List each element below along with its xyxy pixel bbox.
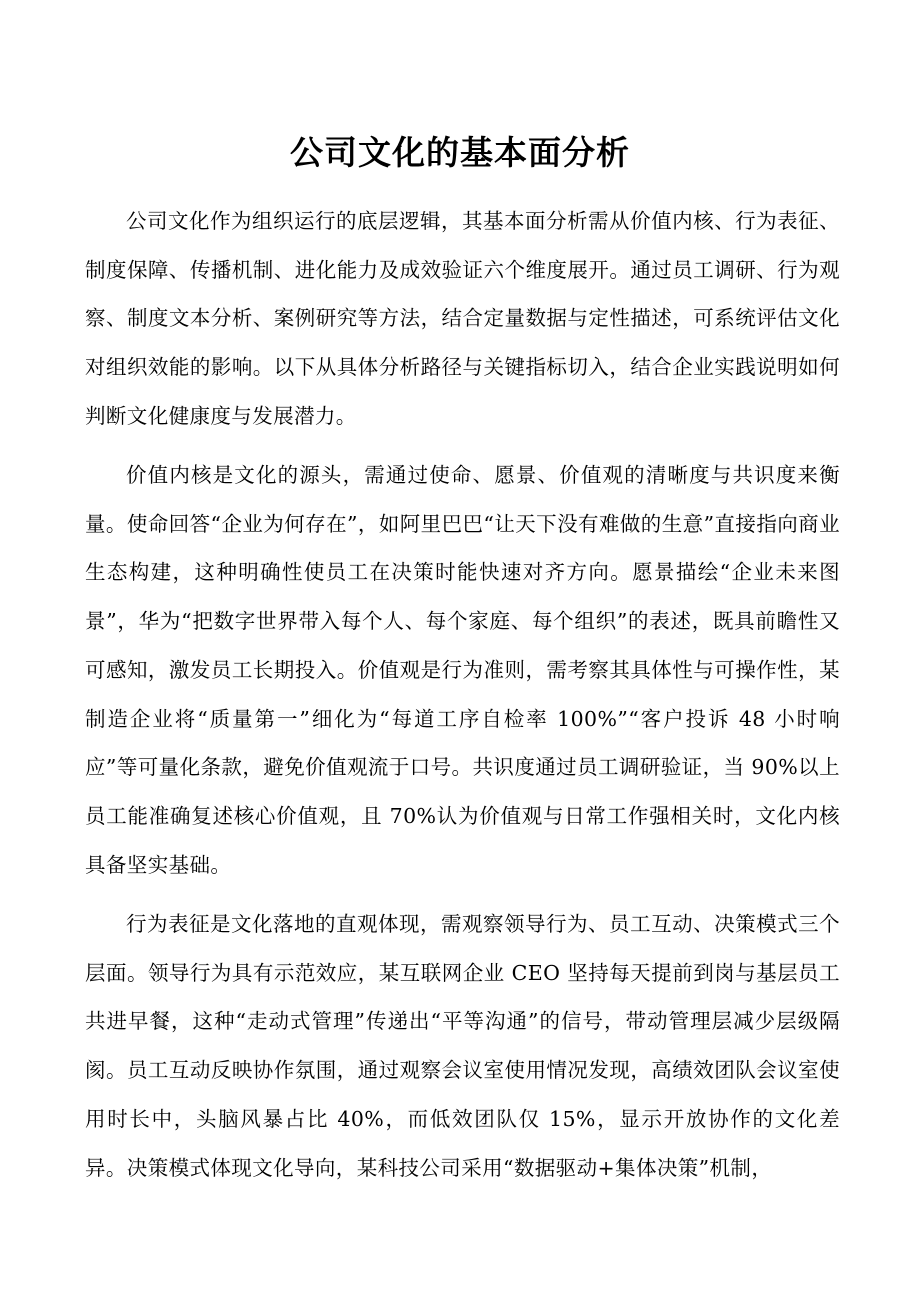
document-title: 公司文化的基本面分析 — [290, 133, 630, 172]
paragraph-intro: 公司文化作为组织运行的底层逻辑，其基本面分析需从价值内核、行为表征、制度保障、传播机制、进化能力及成效验证六个维度展开。通过员工调研、行为观察、制度文本分析、案例研究等方法，结合定量数据与定性描述，可系统评估文化对组织效能的影响。以下从具体分析路径与关键指标切入，结合企业实践说明如何判断文化健康度与发展潜力。 — [85, 209, 840, 428]
paragraph-behavior: 行为表征是文化落地的直观体现，需观察领导行为、员工互动、决策模式三个层面。领导行为具有示范效应，某互联网企业 CEO 坚持每天提前到岗与基层员工共进早餐，这种“走动式管理”传递出“平等沟通”的信号，带动管理层减少层级隔阂。员工互动反映协作氛围，通过观察会议室使用情况发现，高绩效团队会议室使用时长中，头脑风暴占比 40%，而低效团队仅 15%，显示开放协作的文化差异。决策模式体现文化导向，某科技公司采用“数据驱动+集体决策”机制， — [85, 912, 840, 1180]
paragraph-value-core: 价值内核是文化的源头，需通过使命、愿景、价值观的清晰度与共识度来衡量。使命回答“企业为何存在”，如阿里巴巴“让天下没有难做的生意”直接指向商业生态构建，这种明确性使员工在决策时能快速对齐方向。愿景描绘“企业未来图景”，华为“把数字世界带入每个人、每个家庭、每个组织”的表述，既具前瞻性又可感知，激发员工长期投入。价值观是行为准则，需考察其具体性与可操作性，某制造企业将“质量第一”细化为“每道工序自检率 100%”“客户投诉 48 小时响应”等可量化条款，避免价值观流于口号。共识度通过员工调研验证，当 90%以上员工能准确复述核心价值观，且 70%认为价值观与日常工作强相关时，文化内核具备坚实基础。 — [85, 463, 840, 877]
